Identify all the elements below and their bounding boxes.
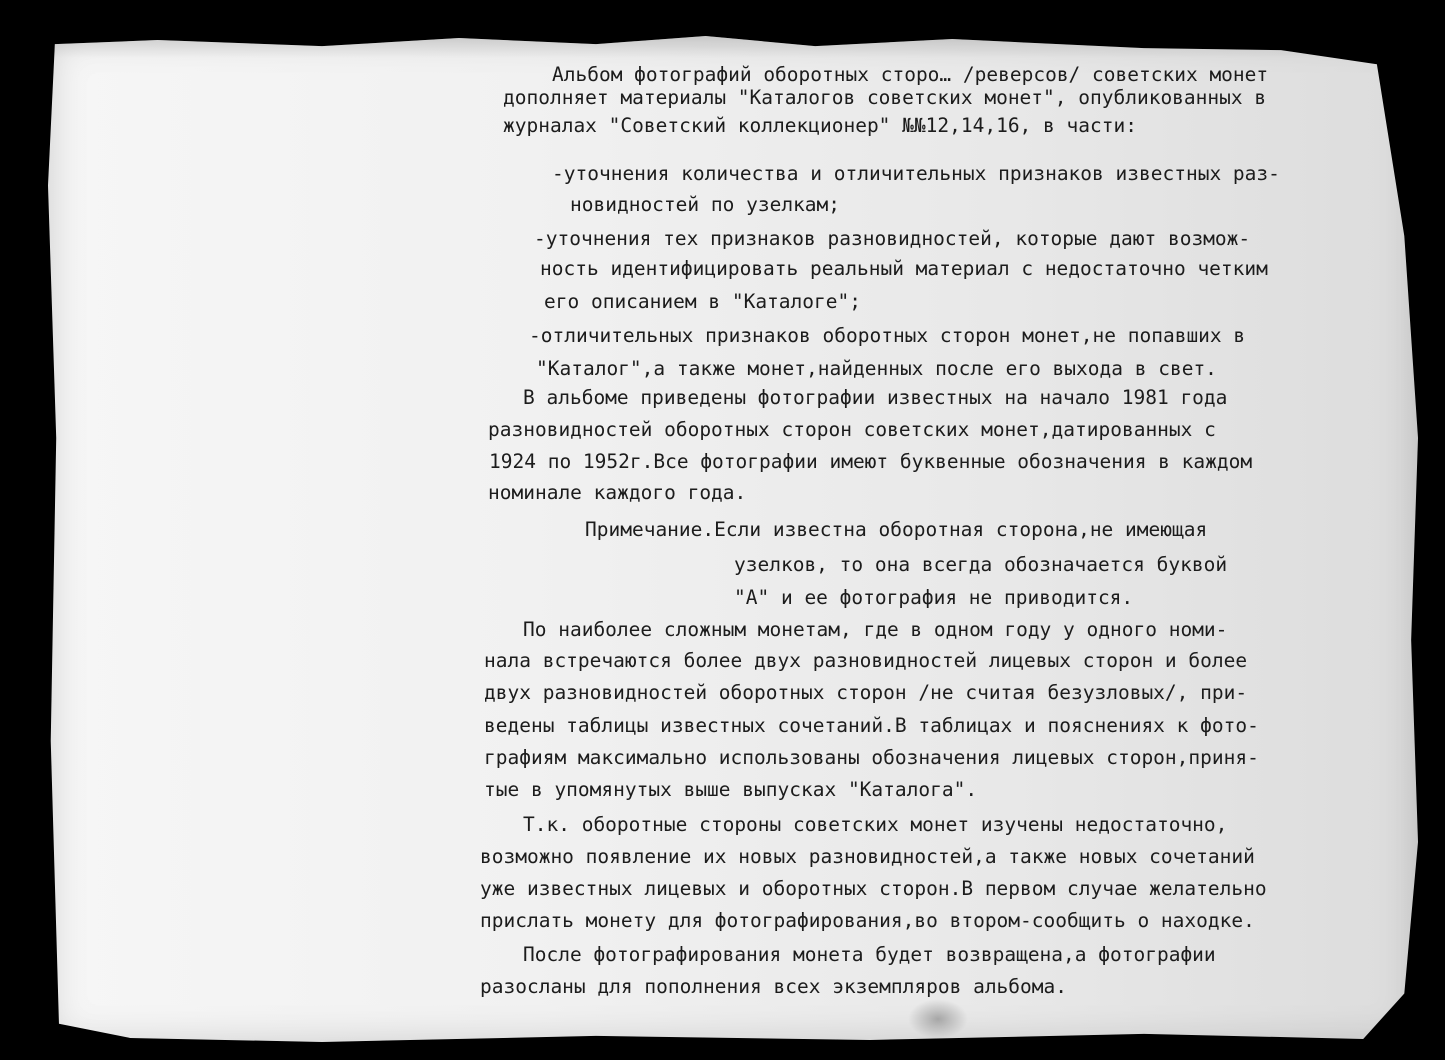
text-line: разосланы для пополнения всех экземпляров альбома.	[480, 975, 1067, 998]
text-line: двух разновидностей оборотных сторон /не считая безузловых/, при-	[484, 681, 1248, 704]
text-line: нала встречаются более двух разновидностей лицевых сторон и более	[484, 649, 1248, 672]
text-line: журналах "Советский коллекционер" №№12,14,16, в части:	[503, 114, 1137, 137]
text-line: его описанием в "Каталоге";	[544, 290, 861, 313]
text-line: Примечание.Если известна оборотная сторона,не имеющая	[585, 518, 1208, 541]
text-line: "Каталог",а также монет,найденных после его выхода в свет.	[536, 357, 1217, 380]
text-line: прислать монету для фотографирования,во втором-сообщить о находке.	[480, 909, 1255, 932]
text-line: Альбом фотографий оборотных сторо… /реверсов/ советских монет	[552, 63, 1269, 86]
text-line: новидностей по узелкам;	[570, 193, 841, 216]
text-line: графиям максимально использованы обозначения лицевых сторон,приня-	[484, 746, 1259, 769]
text-line: -уточнения количества и отличительных признаков известных раз-	[552, 162, 1280, 185]
text-line: дополняет материалы "Каталогов советских монет", опубликованных в	[503, 86, 1267, 109]
text-line: номинале каждого года.	[488, 481, 747, 504]
text-line: В альбоме приведены фотографии известных на начало 1981 года	[523, 386, 1228, 409]
torn-edge	[48, 34, 1418, 58]
text-line: По наиболее сложным монетам, где в одном году у одного номи-	[523, 618, 1228, 641]
text-line: возможно появление их новых разновидностей,а также новых сочетаний	[480, 845, 1255, 868]
text-line: "А" и ее фотография не приводится.	[734, 586, 1134, 609]
text-line: разновидностей оборотных сторон советских монет,датированных с	[488, 418, 1216, 441]
text-line: -уточнения тех признаков разновидностей, которые дают возмож-	[534, 227, 1251, 250]
text-line: ведены таблицы известных сочетаний.В таблицах и пояснениях к фото-	[484, 714, 1259, 737]
text-line: уже известных лицевых и оборотных сторон.В первом случае желательно	[480, 877, 1267, 900]
text-line: После фотографирования монета будет возвращена,а фотографии	[523, 943, 1216, 966]
text-line: ность идентифицировать реальный материал с недостаточно четким	[540, 257, 1268, 280]
text-line: -отличительных признаков оборотных сторон монет,не попавших в	[529, 324, 1246, 347]
text-line: 1924 по 1952г.Все фотографии имеют буквенные обозначения в каждом	[489, 450, 1253, 473]
text-line: Т.к. оборотные стороны советских монет изучены недостаточно,	[523, 813, 1228, 836]
text-line: тые в упомянутых выше выпусках "Каталога".	[484, 778, 978, 801]
text-line: узелков, то она всегда обозначается буквой	[734, 553, 1228, 576]
stain-mark	[908, 999, 968, 1039]
